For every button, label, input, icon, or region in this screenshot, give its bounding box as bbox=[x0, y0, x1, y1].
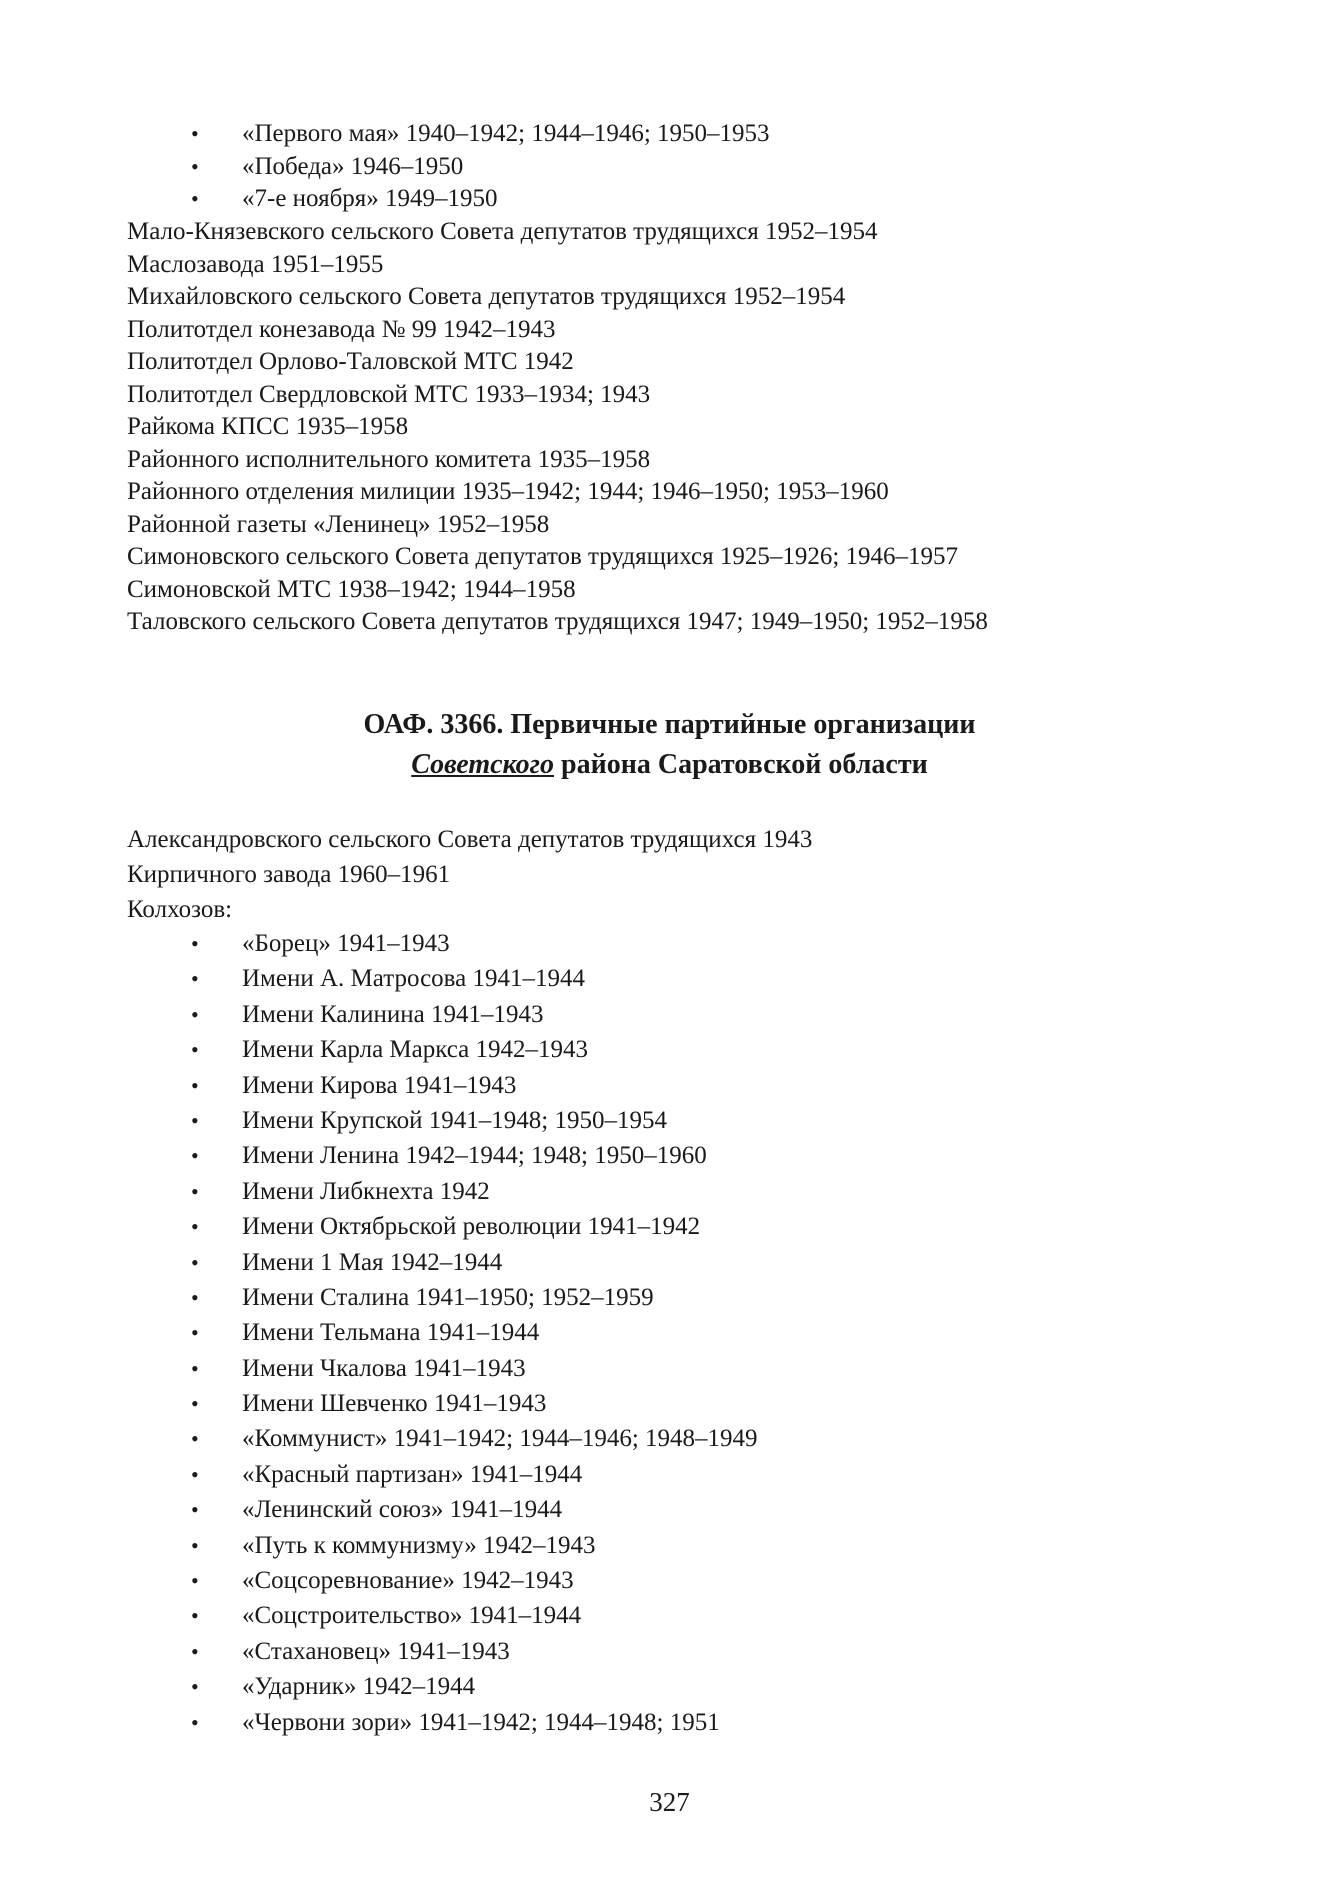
list-item: Районной газеты «Ленинец» 1952–1958 bbox=[127, 510, 550, 538]
bullet-icon: • bbox=[191, 1603, 199, 1629]
list-item: • Имени Шевченко 1941–1943 bbox=[127, 1386, 1227, 1421]
bullet-icon: • bbox=[191, 1426, 199, 1452]
page-number: 327 bbox=[649, 1787, 690, 1817]
list-item: • «Борец» 1941–1943 bbox=[127, 926, 1227, 961]
list-item: Районного исполнительного комитета 1935–1958 bbox=[127, 445, 651, 473]
section-heading-line1: ОАФ. 3366. Первичные партийные организации bbox=[363, 709, 976, 740]
list-item: • Имени А. Матросова 1941–1944 bbox=[127, 961, 1227, 996]
list-item: • «7-е ноября» 1949–1950 bbox=[127, 183, 1227, 216]
bullet-icon: • bbox=[191, 1214, 199, 1240]
list-item: • «Победа» 1946–1950 bbox=[127, 151, 1227, 184]
bullet-icon: • bbox=[191, 1072, 199, 1098]
bullet-icon: • bbox=[191, 1037, 199, 1063]
list-item: Политотдел конезавода № 99 1942–1943 bbox=[127, 315, 556, 343]
list-item: • Имени Тельмана 1941–1944 bbox=[127, 1315, 1227, 1350]
list-item: Колхозов: bbox=[127, 896, 233, 923]
list-item: Таловского сельского Совета депутатов трудящихся 1947; 1949–1950; 1952–1958 bbox=[127, 608, 988, 635]
list-item: • «Соцстроительство» 1941–1944 bbox=[127, 1598, 1227, 1633]
list-item: • Имени Чкалова 1941–1943 bbox=[127, 1351, 1227, 1386]
list-item: • «Ударник» 1942–1944 bbox=[127, 1669, 1227, 1704]
list-item: • «Червони зори» 1941–1942; 1944–1948; 1951 bbox=[127, 1705, 1227, 1740]
list-item: • Имени Либкнехта 1942 bbox=[127, 1174, 1227, 1209]
bullet-icon: • bbox=[191, 1143, 199, 1169]
bullet-icon: • bbox=[191, 1249, 199, 1275]
list-item: Кирпичного завода 1960–1961 bbox=[127, 861, 451, 888]
list-item: Политотдел Свердловской МТС 1933–1934; 1943 bbox=[127, 380, 651, 408]
list-item: • Имени Калинина 1941–1943 bbox=[127, 997, 1227, 1032]
bullet-icon: • bbox=[191, 1532, 199, 1558]
list-item: Маслозавода 1951–1955 bbox=[127, 250, 384, 278]
list-item: Симоновского сельского Совета депутатов трудящихся 1925–1926; 1946–1957 bbox=[127, 543, 959, 570]
list-item: Мало-Князевского сельского Совета депутатов трудящихся 1952–1954 bbox=[127, 218, 878, 245]
bullet-icon: • bbox=[191, 1178, 199, 1204]
bullet-icon: • bbox=[191, 121, 199, 146]
organization-list bbox=[127, 216, 1227, 639]
bullet-icon: • bbox=[191, 1568, 199, 1594]
bullet-icon: • bbox=[191, 1391, 199, 1417]
list-item: • Имени Кирова 1941–1943 bbox=[127, 1068, 1227, 1103]
bullet-icon: • bbox=[191, 966, 199, 992]
list-item: Районного отделения милиции 1935–1942; 1944; 1946–1950; 1953–1960 bbox=[127, 478, 889, 505]
kolkhoz-bullet-list bbox=[127, 926, 1227, 1740]
list-item: • Имени Ленина 1942–1944; 1948; 1950–1960 bbox=[127, 1138, 1227, 1173]
organization-list-2 bbox=[127, 822, 1227, 927]
list-item: Михайловского сельского Совета депутатов трудящихся 1952–1954 bbox=[127, 283, 846, 310]
list-item: • «Коммунист» 1941–1942; 1944–1946; 1948–1949 bbox=[127, 1421, 1227, 1456]
list-item: • «Соцсоревнование» 1942–1943 bbox=[127, 1563, 1227, 1598]
list-item: • «Красный партизан» 1941–1944 bbox=[127, 1457, 1227, 1492]
list-item: Александровского сельского Совета депутатов трудящихся 1943 bbox=[127, 826, 813, 853]
list-item: • Имени Октябрьской революции 1941–1942 bbox=[127, 1209, 1227, 1244]
list-item: • «Первого мая» 1940–1942; 1944–1946; 1950–1953 bbox=[127, 118, 1227, 151]
bullet-icon: • bbox=[191, 1355, 199, 1381]
bullet-icon: • bbox=[191, 1674, 199, 1700]
bullet-icon: • bbox=[191, 1284, 199, 1310]
bullet-icon: • bbox=[191, 931, 199, 956]
list-item: • «Ленинский союз» 1941–1944 bbox=[127, 1492, 1227, 1527]
list-item: • Имени Сталина 1941–1950; 1952–1959 bbox=[127, 1280, 1227, 1315]
bullet-icon: • bbox=[191, 1320, 199, 1346]
bullet-icon: • bbox=[191, 1107, 199, 1133]
top-bullet-list bbox=[127, 118, 1227, 216]
bullet-icon: • bbox=[191, 1461, 199, 1487]
bullet-icon: • bbox=[191, 1709, 199, 1735]
bullet-icon: • bbox=[191, 186, 199, 211]
heading-emphasis: Советского bbox=[411, 749, 555, 780]
list-item: • Имени Крупской 1941–1948; 1950–1954 bbox=[127, 1103, 1227, 1138]
list-item: • «Стахановец» 1941–1943 bbox=[127, 1634, 1227, 1669]
list-item: • Имени Карла Маркса 1942–1943 bbox=[127, 1032, 1227, 1067]
list-item: Политотдел Орлово-Таловской МТС 1942 bbox=[127, 348, 574, 375]
list-item: • Имени 1 Мая 1942–1944 bbox=[127, 1245, 1227, 1280]
list-item: • «Путь к коммунизму» 1942–1943 bbox=[127, 1528, 1227, 1563]
section-heading bbox=[0, 705, 1339, 785]
bullet-icon: • bbox=[191, 1001, 199, 1027]
bullet-icon: • bbox=[191, 153, 199, 179]
bullet-icon: • bbox=[191, 1638, 199, 1664]
list-item: Симоновской МТС 1938–1942; 1944–1958 bbox=[127, 575, 576, 603]
section-heading-line2: Советского района Саратовской области bbox=[411, 749, 928, 780]
bullet-icon: • bbox=[191, 1497, 199, 1523]
list-item: Райкома КПСС 1935–1958 bbox=[127, 413, 409, 440]
